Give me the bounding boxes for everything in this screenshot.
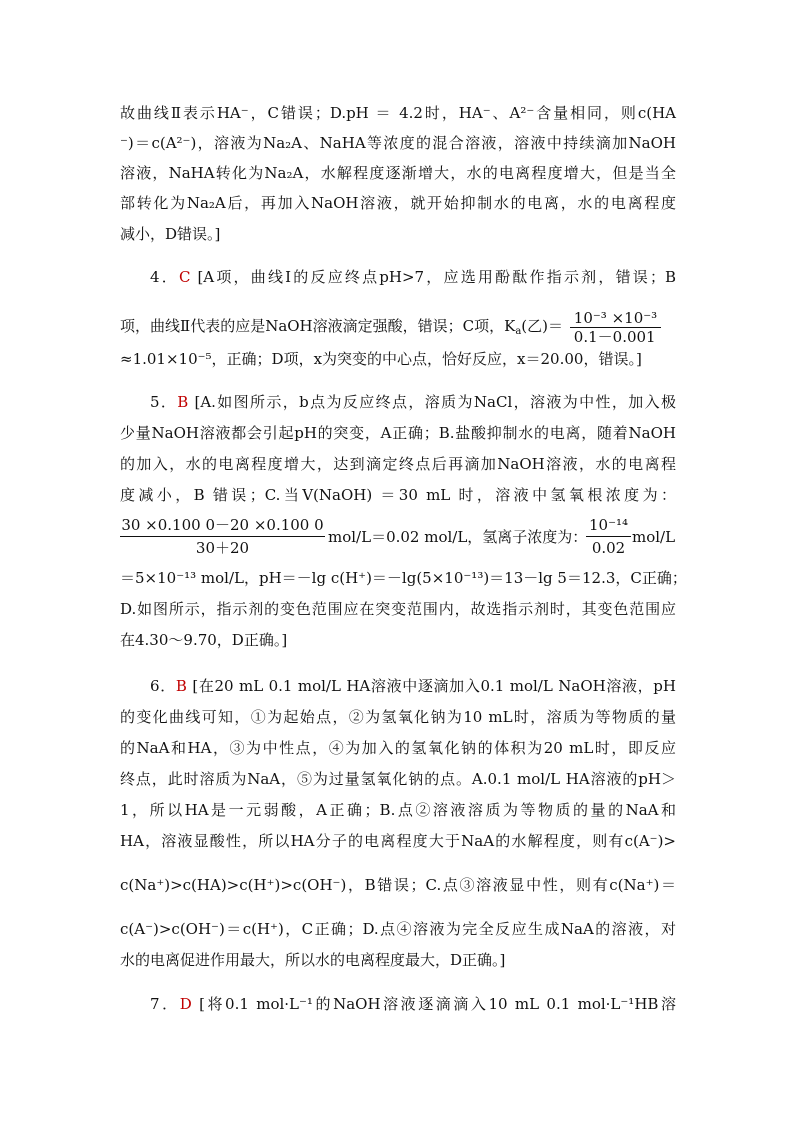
item7-answer: D xyxy=(179,995,192,1013)
item7-text-1: [将0.1 mol·L⁻¹的NaOH溶液逐滴滴入10 mL 0.1 mol·L⁻¹HB溶 xyxy=(199,995,676,1013)
item6-line-8: c(A⁻)>c(OH⁻)＝c(H⁺)，C正确；D.点④溶液为完全反应生成NaA的溶液，对 xyxy=(120,920,676,938)
item4-line-1 xyxy=(150,267,676,287)
item5-line-3: 的加入，水的电离程度增大，达到滴定终点后再滴加NaOH溶液，水的电离程 xyxy=(120,455,676,473)
hydrogen-fraction xyxy=(586,514,631,559)
item6-answer: B xyxy=(175,677,187,695)
item3-line-3: 溶液，NaHA转化为Na₂A，水解程度逐渐增大，水的电离程度增大，但是当全 xyxy=(120,164,676,182)
item3-line-5: 减小，D错误。] xyxy=(120,225,221,243)
item5-text-1: [A.如图所示，b点为反应终点，溶质为NaCl，溶液为中性，加入极 xyxy=(194,393,676,411)
item6-line-7: c(Na⁺)>c(HA)>c(H⁺)>c(OH⁻)，B错误；C.点③溶液显中性，则有c(Na⁺)＝ xyxy=(120,876,676,894)
item6-line-4: 终点，此时溶质为NaA，⑤为过量氢氧化钠的点。A.0.1 mol/L HA溶液的pH＞ xyxy=(120,770,676,788)
hydroxide-fraction-numerator: 30 ×0.100 0－20 ×0.100 0 xyxy=(120,514,325,537)
item5-line-4: 度减小，B 错误；C.当V(NaOH) ＝30 mL 时，溶液中氢氧根浓度为： xyxy=(120,486,676,504)
item6-line-3: 的NaA和HA，③为中性点，④为加入的氢氧化钠的体积为20 mL时，即反应 xyxy=(120,739,676,757)
item6-line-5: 1，所以HA是一元弱酸，A正确；B.点②溶液溶质为等物质的量的NaA和 xyxy=(120,801,676,819)
ka-fraction-denominator: 0.1－0.001 xyxy=(573,327,656,346)
item5-line-8: 在4.30～9.70，D正确。] xyxy=(120,631,288,649)
item5-number: 5． xyxy=(150,393,178,411)
item3-line-2: ⁻)＝c(A²⁻)，溶液为Na₂A、NaHA等浓度的混合溶液，溶液中持续滴加NaOH xyxy=(120,134,676,152)
item6-line-6: HA，溶液显酸性，所以HA分子的电离程度大于NaA的水解程度，则有c(A⁻)> xyxy=(120,832,676,850)
ka-fraction-numerator: 10⁻³ ×10⁻³ xyxy=(570,309,661,328)
item4-line-2 xyxy=(120,306,676,346)
item6-line-2: 的变化曲线可知，①为起始点，②为氢氧化钠为10 mL时，溶质为等物质的量 xyxy=(120,708,676,726)
item4-answer: C xyxy=(178,268,191,286)
ka-fraction xyxy=(570,309,661,346)
hydroxide-fraction-denominator: 30＋20 xyxy=(195,539,250,557)
hydrogen-fraction-numerator: 10⁻¹⁴ xyxy=(586,514,631,537)
item6-line-9: 水的电离促进作用最大，所以水的电离程度最大，D正确。] xyxy=(120,951,506,969)
item4-text-1: [A项，曲线Ⅰ的反应终点pH>7，应选用酚酞作指示剂，错误；B xyxy=(197,268,677,286)
item4-text-2b: (乙)＝ xyxy=(521,317,564,335)
item3-line-1: 故曲线Ⅱ表示HA⁻，C错误；D.pH ＝ 4.2时，HA⁻、A²⁻含量相同，则c(HA xyxy=(120,104,676,122)
item7-line-1 xyxy=(150,994,676,1014)
item5-line-6: ＝5×10⁻¹³ mol/L，pH＝－lg c(H⁺)＝－lg(5×10⁻¹³)＝13－lg 5＝12.3，C正确； xyxy=(120,569,687,587)
item5-unit: mol/L xyxy=(632,528,676,546)
item6-text-1: [在20 mL 0.1 mol/L HA溶液中逐滴加入0.1 mol/L NaOH溶液，pH xyxy=(192,677,676,695)
item5-line-2: 少量NaOH溶液都会引起pH的突变，A正确；B.盐酸抑制水的电离，随着NaOH xyxy=(120,424,676,442)
item7-number: 7． xyxy=(150,995,180,1013)
item5-line-1 xyxy=(150,392,676,412)
item5-answer: B xyxy=(177,393,189,411)
item5-text-5: mol/L＝0.02 mol/L，氢离子浓度为： xyxy=(328,528,588,546)
ka-subscript: a xyxy=(515,326,522,337)
hydroxide-fraction xyxy=(120,514,325,559)
item4-number: 4． xyxy=(150,268,179,286)
item4-text-2: 项，曲线Ⅱ代表的应是NaOH溶液滴定强酸，错误；C项，K xyxy=(120,317,516,335)
item6-number: 6． xyxy=(150,677,176,695)
item3-line-4: 部转化为Na₂A后，再加入NaOH溶液，就开始抑制水的电离，水的电离程度 xyxy=(120,194,676,212)
item6-line-1 xyxy=(150,676,676,696)
item5-line-7: D.如图所示，指示剂的变色范围应在突变范围内，故选指示剂时，其变色范围应 xyxy=(120,600,676,618)
hydrogen-fraction-denominator: 0.02 xyxy=(591,539,626,557)
item4-line-3: ≈1.01×10⁻⁵，正确；D项，x为突变的中心点，恰好反应，x＝20.00，错误。] xyxy=(120,350,642,368)
